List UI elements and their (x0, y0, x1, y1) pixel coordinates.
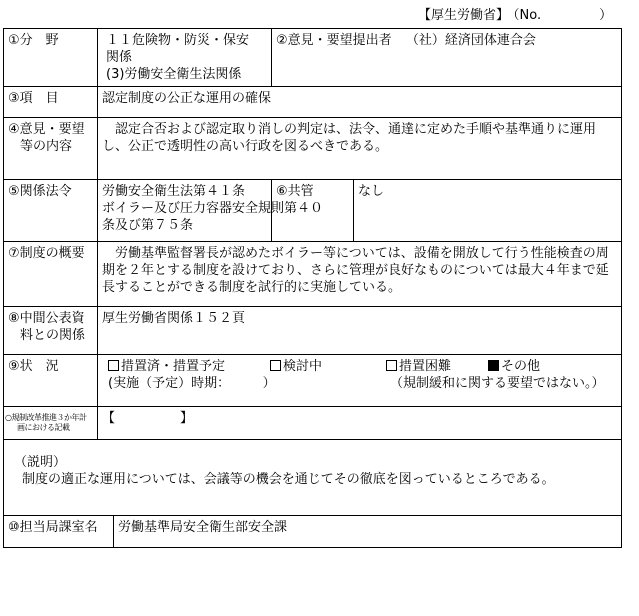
content-label-line1: ④意見・要望 (8, 122, 85, 137)
row-interim (4, 307, 622, 355)
plan-value: 【 】 (98, 407, 622, 440)
law-value-line1: 労働安全衛生法第４１条 (102, 184, 246, 199)
submitter-cell (272, 29, 622, 87)
submitter-value: （社）経済団体連合会 (405, 33, 536, 48)
content-value: 認定合否および認定取り消しの判定は、法令、通達に定めた手順や基準通りに運用し、公正で透明性の高い行政を図るべきである。 (98, 118, 622, 180)
status-option-other-note: （規制緩和に関する要望ではない。） (390, 376, 605, 391)
request-sheet (3, 28, 622, 548)
status-option-reviewing-label: 検討中 (283, 359, 323, 374)
field-value-line3: (3)労働安全衛生法関係 (106, 67, 242, 82)
interim-label (4, 307, 98, 355)
field-value (98, 29, 272, 87)
row-field (4, 29, 622, 87)
status-option-other-label: その他 (501, 359, 541, 374)
office-value: 労働基準局安全衛生部安全課 (114, 516, 622, 548)
explanation-value: 制度の適正な運用については、会議等の機会を通じてその徹底を図っているところである。 (22, 472, 555, 487)
overview-label: ⑦制度の概要 (4, 242, 98, 307)
content-label (4, 118, 98, 180)
checkbox-icon (386, 360, 397, 371)
status-options (98, 355, 622, 407)
interim-label-line1: ⑧中間公表資 (8, 311, 85, 326)
status-label: ⑨状 況 (4, 355, 98, 407)
status-option-implemented-date: (実施（予定）時期： ） (108, 376, 276, 391)
interim-label-line2: 料との関係 (20, 328, 86, 343)
status-option-difficult (386, 358, 451, 375)
number-label: （No. (513, 8, 542, 23)
submitter-label: ②意見・要望提出者 (276, 33, 392, 48)
row-office (4, 516, 622, 548)
overview-value: 労働基準監督署長が認めたボイラー等については、設備を開放して行う性能検査の周期を２年とする制度を設けており、さらに管理が良好なものについては最大４年まで延長することができる制度を試行的に実施している。 (98, 242, 622, 307)
law-value-line3: 条及び第７５条 (102, 218, 194, 233)
jurisdiction-label: ⑥共管 (272, 180, 354, 242)
plan-label-line2: 画における記載 (17, 423, 70, 432)
field-value-line2: 関係 (106, 50, 133, 65)
item-value: 認定制度の公正な運用の確保 (98, 87, 622, 118)
plan-label-line1: ○規制改革推進３か年計 (5, 413, 87, 422)
status-option-implemented-label: 措置済・措置予定 (121, 359, 226, 374)
item-label: ③項 目 (4, 87, 98, 118)
document-header (418, 4, 612, 23)
jurisdiction-value: なし (354, 180, 622, 242)
law-value-line2: ボイラー及び圧力容器安全規則第４０ (102, 201, 324, 216)
row-plan (4, 407, 622, 440)
office-label: ⑩担当局課室名 (4, 516, 114, 548)
checkbox-icon (270, 360, 281, 371)
status-option-reviewing (270, 358, 322, 375)
row-explanation (4, 440, 622, 516)
plan-label (4, 407, 98, 440)
number-close: ） (599, 8, 613, 23)
content-label-line2: 等の内容 (20, 139, 73, 154)
row-status (4, 355, 622, 407)
checkbox-checked-icon (488, 360, 499, 371)
law-label: ⑤関係法令 (4, 180, 98, 242)
status-option-other (488, 358, 540, 375)
row-overview (4, 242, 622, 307)
explanation-label: （説明） (14, 455, 67, 470)
checkbox-icon (108, 360, 119, 371)
explanation-cell (4, 440, 622, 516)
status-option-difficult-label: 措置困難 (399, 359, 452, 374)
row-content (4, 118, 622, 180)
row-item (4, 87, 622, 118)
row-law (4, 180, 622, 242)
field-value-line1: １１危険物・防災・保安 (106, 33, 250, 48)
ministry-label: 【厚生労働省】 (418, 8, 510, 23)
interim-value: 厚生労働省関係１５２頁 (98, 307, 622, 355)
field-label: ①分 野 (4, 29, 98, 87)
status-option-implemented (108, 358, 225, 375)
